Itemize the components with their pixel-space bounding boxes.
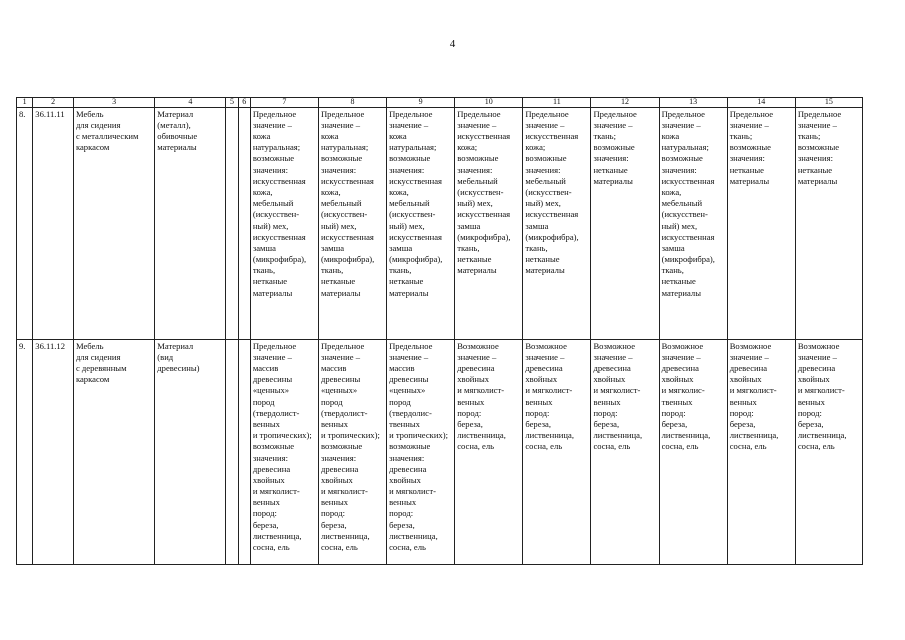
value-cell: Предельное значение – кожа натуральная; возможные значения: искусственная кожа, мебельный (искусствен- ный) мех, искусственная замша (микрофибра), ткань, нетканые материалы [250,107,318,339]
column-number: 6 [238,98,250,108]
column-number: 10 [455,98,523,108]
characteristic-name: Материал (металл), обивочные материалы [155,107,226,339]
value-cell: Предельное значение – кожа натуральная; возможные значения: искусственная кожа, мебельный (искусствен- ный) мех, искусственная замша (микрофибра), ткань, нетканые материалы [659,107,727,339]
value-cell: Возможное значение – древесина хвойных и мягколис- твенных пород: береза, лиственница, сосна, ель [659,339,727,564]
value-cell: Предельное значение – кожа натуральная; возможные значения: искусственная кожа, мебельный (искусствен- ный) мех, искусственная замша (микрофибра), ткань, нетканые материалы [387,107,455,339]
value-cell: Предельное значение – искусственная кожа; возможные значения: мебельный (искусствен- ный) мех, искусственная замша (микрофибра), ткань, нетканые материалы [523,107,591,339]
product-name: Мебель для сидения с деревянным каркасом [73,339,154,564]
row-number: 8. [17,107,33,339]
column-number: 8 [318,98,386,108]
column-number: 3 [73,98,154,108]
value-cell: Предельное значение – ткань; возможные значения: нетканые материалы [591,107,659,339]
value-cell: Предельное значение – ткань; возможные значения: нетканые материалы [795,107,862,339]
product-name: Мебель для сидения с металлическим каркасом [73,107,154,339]
value-cell: Возможное значение – древесина хвойных и мягколист- венных пород: береза, лиственница, сосна, ель [591,339,659,564]
value-cell: Предельное значение – ткань; возможные значения: нетканые материалы [727,107,795,339]
column-number: 1 [17,98,33,108]
unit-code-cell [226,107,238,339]
unit-code-cell [226,339,238,564]
value-cell: Возможное значение – древесина хвойных и мягколист- венных пород: береза, лиственница, сосна, ель [523,339,591,564]
table-row [17,107,863,339]
column-number: 4 [155,98,226,108]
unit-name-cell [238,339,250,564]
okpd-code: 36.11.11 [33,107,74,339]
value-cell: Возможное значение – древесина хвойных и мягколист- венных пород: береза, лиственница, сосна, ель [795,339,862,564]
column-number: 2 [33,98,74,108]
unit-name-cell [238,107,250,339]
characteristic-name: Материал (вид древесины) [155,339,226,564]
characteristics-table [16,97,863,565]
column-number: 11 [523,98,591,108]
value-cell: Возможное значение – древесина хвойных и мягколист- венных пород: береза, лиственница, сосна, ель [727,339,795,564]
column-number: 5 [226,98,238,108]
table-row [17,339,863,564]
page-number: 4 [449,38,456,50]
column-number: 15 [795,98,862,108]
column-number: 14 [727,98,795,108]
table-header-row [17,98,863,108]
value-cell: Предельное значение – массив древесины «ценных» пород (твердолист- венных и тропических); возможные значения: древесина хвойных и мягколист- венных пород: береза, лиственница, сосна, ель [250,339,318,564]
value-cell: Предельное значение – кожа натуральная; возможные значения: искусственная кожа, мебельный (искусствен- ный) мех, искусственная замша (микрофибра), ткань, нетканые материалы [318,107,386,339]
column-number: 12 [591,98,659,108]
value-cell: Предельное значение – искусственная кожа; возможные значения: мебельный (искусствен- ный) мех, искусственная замша (микрофибра), ткань, нетканые материалы [455,107,523,339]
value-cell: Возможное значение – древесина хвойных и мягколист- венных пород: береза, лиственница, сосна, ель [455,339,523,564]
column-number: 9 [387,98,455,108]
column-number: 7 [250,98,318,108]
value-cell: Предельное значение – массив древесины «ценных» пород (твердолист- венных и тропических); возможные значения: древесина хвойных и мягколист- венных пород: береза, лиственница, сосна, ель [318,339,386,564]
column-number: 13 [659,98,727,108]
okpd-code: 36.11.12 [33,339,74,564]
row-number: 9. [17,339,33,564]
value-cell: Предельное значение – массив древесины «ценных» пород (твердолис- твенных и тропических); возможные значения: древесина хвойных и мягколист- венных пород: береза, лиственница, сосна, ель [387,339,455,564]
